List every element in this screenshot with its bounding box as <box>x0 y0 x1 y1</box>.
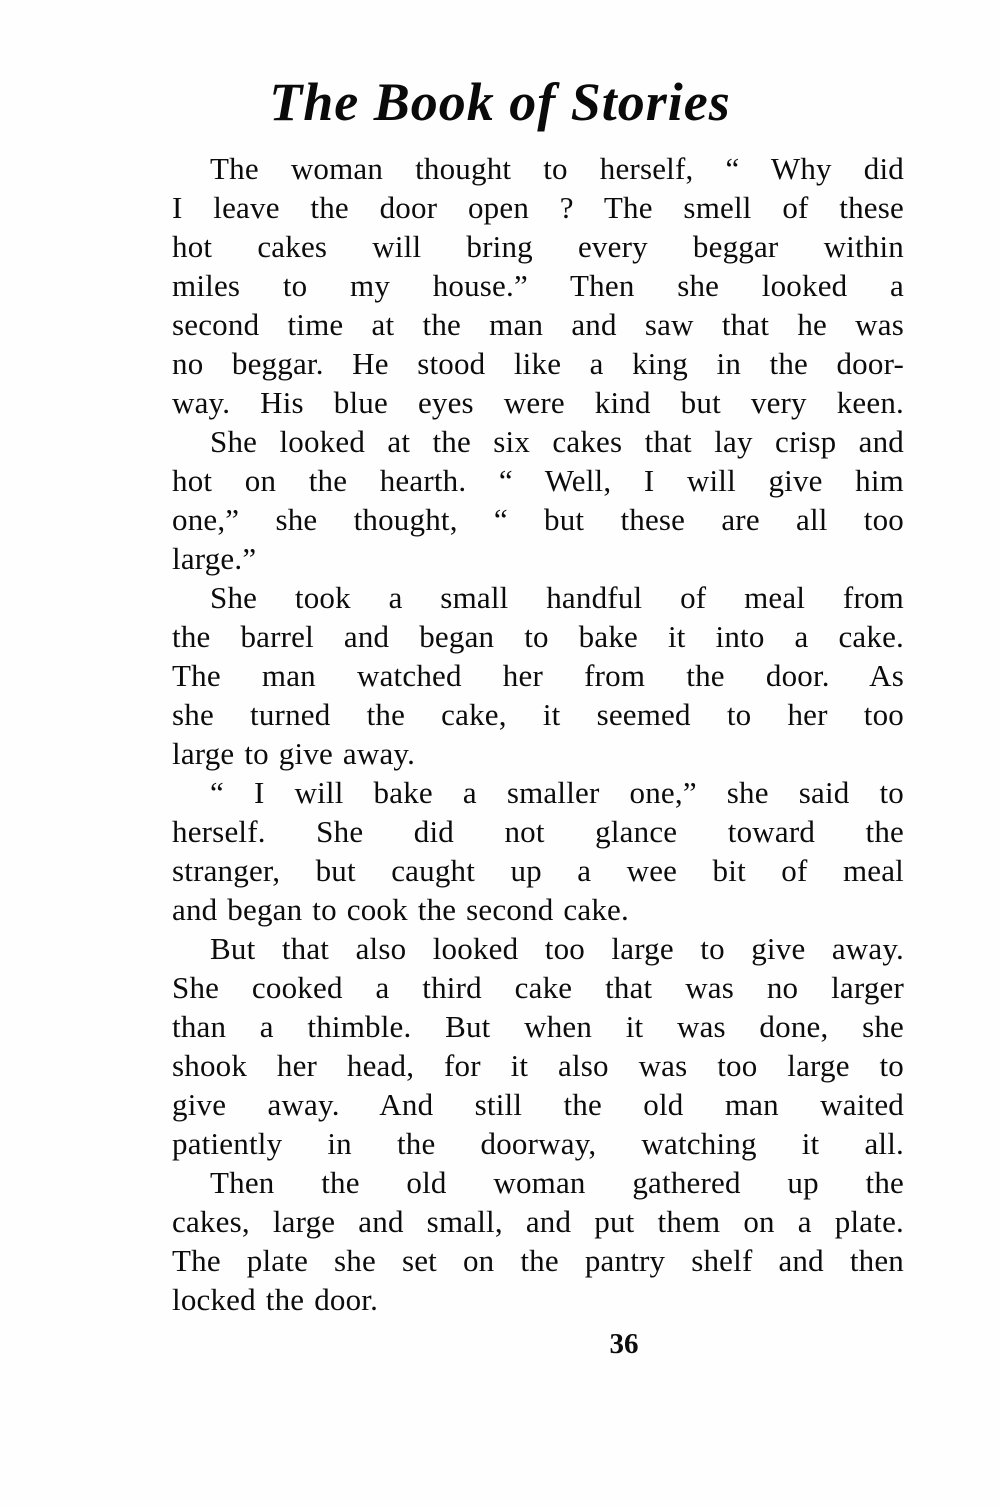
paragraph <box>172 149 904 422</box>
text-line: stranger, but caught up a wee bit of meal <box>172 853 904 888</box>
text-line: But that also looked too large to give away. <box>210 931 904 966</box>
text-line: shook her head, for it also was too large to <box>172 1048 904 1083</box>
text-line: second time at the man and saw that he was <box>172 307 904 342</box>
paragraph <box>172 422 904 578</box>
text-line: large.” <box>172 541 257 576</box>
text-line: hot on the hearth. “ Well, I will give him <box>172 463 904 498</box>
paragraph <box>172 773 904 929</box>
text-line: miles to my house.” Then she looked a <box>172 268 904 303</box>
text-line: one,” she thought, “ but these are all too <box>172 502 904 537</box>
text-line: She took a small handful of meal from <box>210 580 904 615</box>
text-line: no beggar. He stood like a king in the door- <box>172 346 904 381</box>
text-line: give away. And still the old man waited <box>172 1087 904 1122</box>
text-line: She looked at the six cakes that lay crisp and <box>210 424 904 459</box>
text-line: “ I will bake a smaller one,” she said to <box>210 775 904 810</box>
text-line: She cooked a third cake that was no larger <box>172 970 904 1005</box>
text-line: the barrel and began to bake it into a cake. <box>172 619 904 654</box>
text-line: than a thimble. But when it was done, she <box>172 1009 904 1044</box>
text-line: herself. She did not glance toward the <box>172 814 904 849</box>
paragraph <box>172 1163 904 1319</box>
text-block <box>172 149 904 1319</box>
text-line: hot cakes will bring every beggar within <box>172 229 904 264</box>
text-line: large to give away. <box>172 736 416 771</box>
text-line: way. His blue eyes were kind but very keen. <box>172 385 904 420</box>
text-line: The man watched her from the door. As <box>172 658 904 693</box>
text-line: and began to cook the second cake. <box>172 892 629 927</box>
running-header-title: The Book of Stories <box>269 72 731 132</box>
text-line: she turned the cake, it seemed to her too <box>172 697 904 732</box>
text-line: Then the old woman gathered up the <box>210 1165 904 1200</box>
paragraph <box>172 578 904 773</box>
page-number: 36 <box>609 1328 639 1360</box>
text-line: cakes, large and small, and put them on a plate. <box>172 1204 904 1239</box>
text-line: locked the door. <box>172 1282 379 1317</box>
paragraph <box>172 929 904 1163</box>
text-line: I leave the door open ? The smell of these <box>172 190 904 225</box>
text-line: The woman thought to herself, “ Why did <box>210 151 904 186</box>
text-line: The plate she set on the pantry shelf and then <box>172 1243 904 1278</box>
text-line: patiently in the doorway, watching it all. <box>172 1126 904 1161</box>
